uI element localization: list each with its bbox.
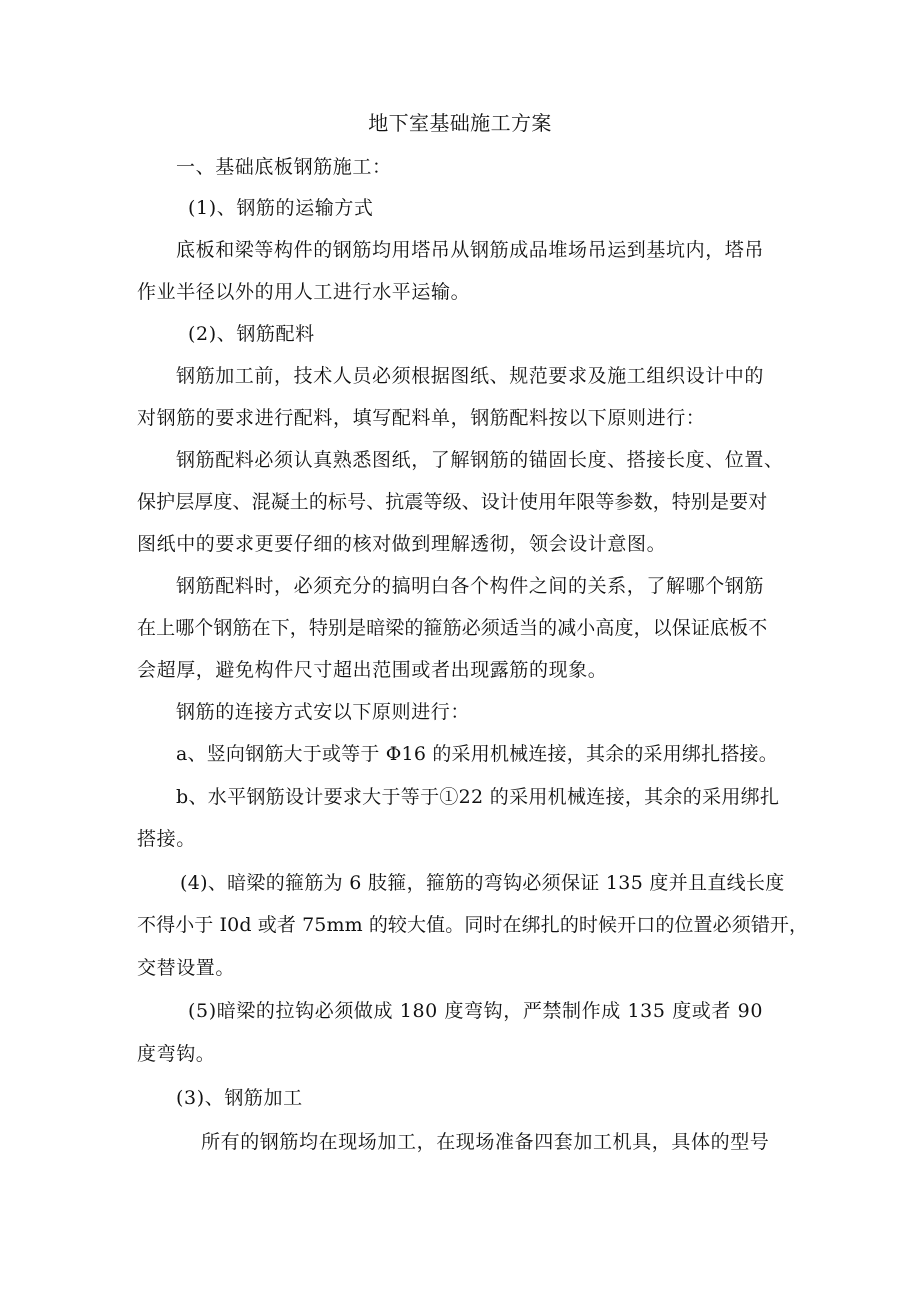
- paragraph-line: (4)、暗梁的箍筋为 6 肢箍，箍筋的弯钩必须保证 135 度并且直线长度: [180, 872, 785, 894]
- paragraph-line: (5)暗梁的拉钩必须做成 180 度弯钩，严禁制作成 135 度或者 90: [188, 1000, 764, 1022]
- paragraph-line: 保护层厚度、混凝土的标号、抗震等级、设计使用年限等参数，特别是要对: [137, 491, 768, 513]
- paragraph-line: 所有的钢筋均在现场加工，在现场准备四套加工机具，具体的型号: [201, 1131, 770, 1153]
- paragraph-line: 底板和梁等构件的钢筋均用塔吊从钢筋成品堆场吊运到基坑内，塔吊: [176, 239, 765, 261]
- subsection-heading: (2)、钢筋配料: [188, 323, 315, 345]
- paragraph-line: 在上哪个钢筋在下，特别是暗梁的箍筋必须适当的减小高度，以保证底板不: [137, 617, 768, 639]
- paragraph-line: 度弯钩。: [137, 1043, 216, 1065]
- section-heading: 一、基础底板钢筋施工：: [176, 156, 392, 178]
- subsection-heading: (3)、钢筋加工: [176, 1087, 303, 1109]
- paragraph-line: 钢筋的连接方式安以下原则进行：: [176, 701, 471, 723]
- paragraph-line: 对钢筋的要求进行配料，填写配料单，钢筋配料按以下原则进行：: [137, 407, 706, 429]
- paragraph-line: 钢筋加工前，技术人员必须根据图纸、规范要求及施工组织设计中的: [176, 365, 765, 387]
- list-item: b、水平钢筋设计要求大于等于①22 的采用机械连接，其余的采用绑扎: [176, 786, 780, 808]
- paragraph-line: 钢筋配料必须认真熟悉图纸，了解钢筋的锚固长度、搭接长度、位置、: [176, 449, 784, 471]
- paragraph-line: 会超厚，避免构件尺寸超出范围或者出现露筋的现象。: [137, 659, 608, 681]
- paragraph-line: 作业半径以外的用人工进行水平运输。: [137, 281, 471, 303]
- paragraph-line: 搭接。: [137, 828, 196, 850]
- page-title: 地下室基础施工方案: [368, 111, 552, 135]
- paragraph-line: 交替设置。: [137, 957, 236, 979]
- paragraph-line: 钢筋配料时，必须充分的搞明白各个构件之间的关系，了解哪个钢筋: [176, 575, 765, 597]
- list-item: a、竖向钢筋大于或等于 Φ16 的采用机械连接，其余的采用绑扎搭接。: [176, 743, 778, 765]
- subsection-heading: (1)、钢筋的运输方式: [188, 197, 374, 219]
- paragraph-line: 不得小于 I0d 或者 75mm 的较大值。同时在绑扎的时候开口的位置必须错开，: [137, 914, 809, 936]
- paragraph-line: 图纸中的要求更要仔细的核对做到理解透彻，领会设计意图。: [137, 533, 667, 555]
